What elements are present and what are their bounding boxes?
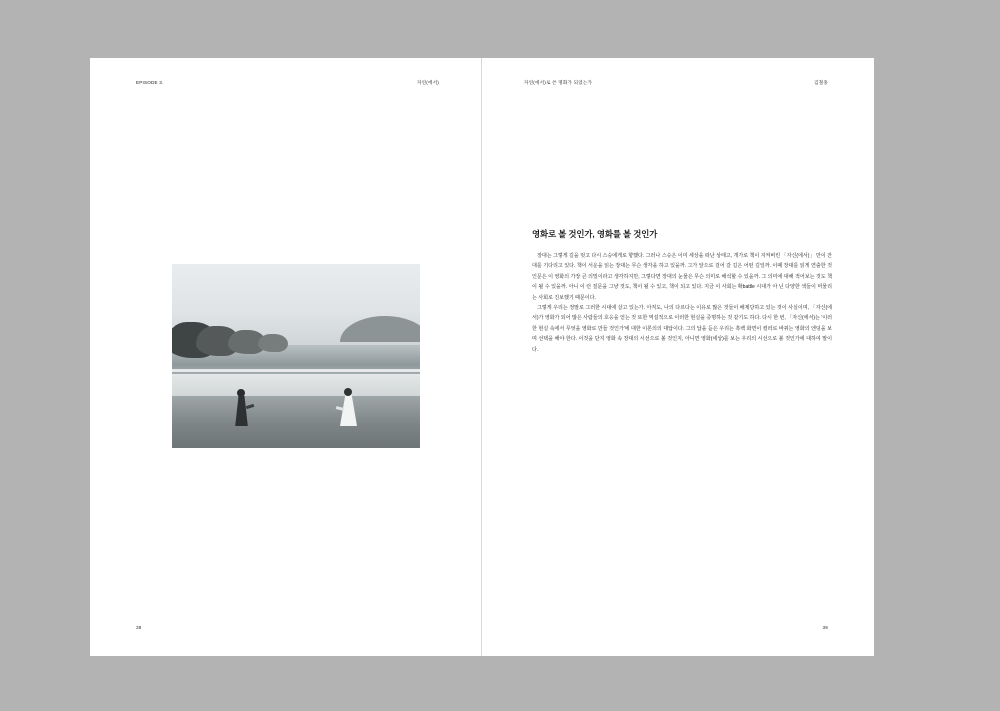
page-left [90, 58, 482, 656]
beach-two-figures-photo [172, 264, 420, 448]
article-paragraph: 장대는 그렇게 길을 멋고 다시 스승에게로 향했다. 그러나 스승은 이미 세상을 떠난 상태고, 개가로 책이 지켜버린 「자신(에서)」 만이 잔대를 기다리고 있다. 책이 서운을 읽는 장대는 무슨 생각을 하고 있을까. 그가 앞으로 걸어 갈 길은 어떤 길일까. 이때 장대를 읽게 연출한 것인문은 이 영화의 가장 큰 의밀이라고 생각하지만, 그렇다면 장대의 눈물은 무슨 의미로 해석할 수 있을까. 그 의미에 대해 적어보는 것도 책이 될 수 있을까. 아니 이 런 질문을 그냥 것도, 책이 될 수 있고, 책이 되고 있다. 지금 이 사회는 확battle 시대가 아 닌 다양한 색들이 머물리는 사회로 진보했기 때문이다. [532, 253, 832, 301]
photo-figure-head [237, 389, 245, 397]
photo-beach [172, 396, 420, 448]
photo-figure-head [344, 388, 352, 396]
photo-foam-line [172, 369, 420, 372]
running-head-right-inner: 자연(에서)로 쓴 명화가 되었는가 [524, 80, 593, 85]
article-paragraph: 그렇게 우리는 정말로 그러한 시대에 살고 있는가. 아직도, 나의 다르다는 이유로 많은 것들이 배제당하고 있는 것이 사실이며, 「자신(에서)가 영화가 되어 많은 사람들의 호응을 얻는 것 또한 역설적으로 이러한 현실을 증명하는 것 같기도 하다. 다시 한 번, 「자신(에서)는 '이러한 현실 속에서 무엇을 영화로 만들 것인가'에 대한 이론의의 대답이다. 그의 답을 듣은 우리는 흑백 화면이 컬러로 바뀌는 영화의 엔딩을 보며 선택을 해야 한다. 이것을 단지 영화 속 장대의 시선으로 볼 것인지, 아니면 영화(세상)를 보는 우리의 시선으로 볼 것인가에 대하여 말이다. [532, 305, 832, 353]
page-right [482, 58, 874, 656]
running-head-left-outer: EPISODE 3. [136, 80, 164, 85]
folio-right: 39 [822, 625, 828, 630]
running-head-left-inner: 자연(에서) [416, 80, 439, 85]
running-head-right-outer: 김철홍 [814, 80, 828, 85]
article-body [532, 228, 832, 355]
photo-rock [258, 334, 288, 352]
article-title: 영화로 볼 것인가, 영화를 볼 것인가 [532, 229, 658, 239]
folio-left: 38 [136, 625, 142, 630]
book-spread [90, 58, 874, 656]
